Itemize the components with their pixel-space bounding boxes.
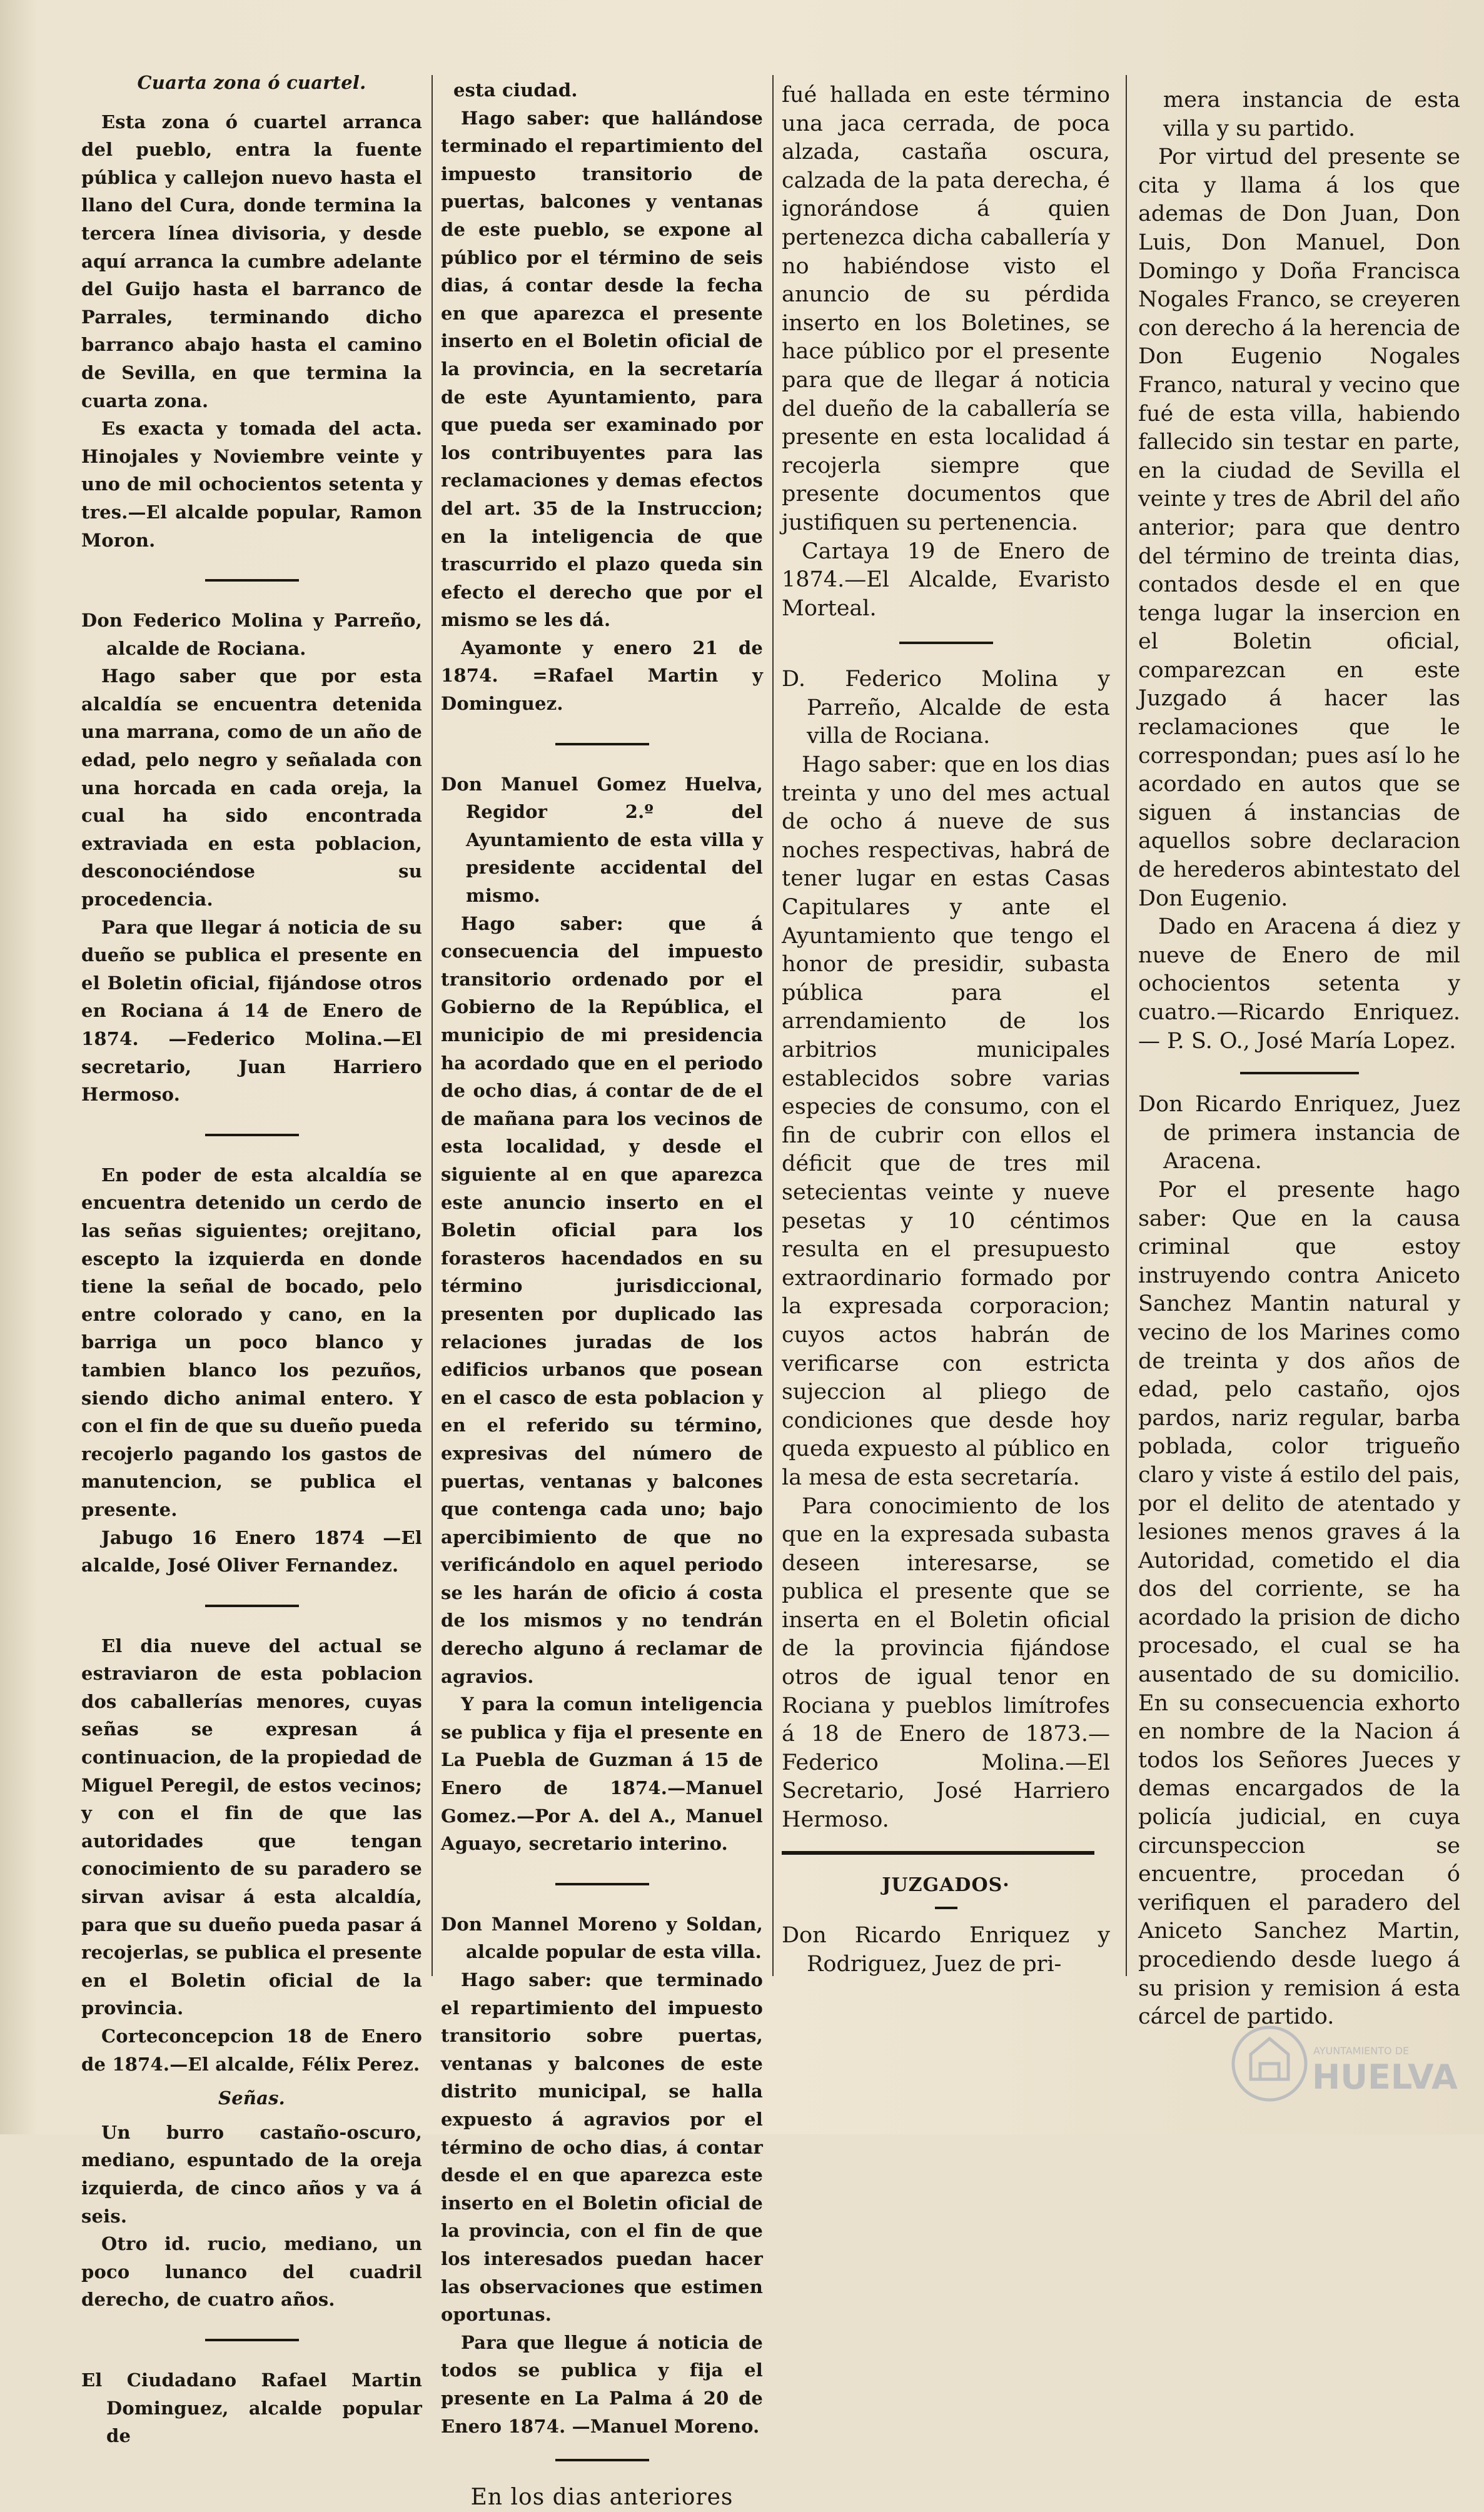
separator: [205, 1605, 299, 1607]
column-3: [782, 81, 1110, 1979]
watermark-text: HUELVA: [1312, 2057, 1458, 2097]
paragraph: Por el presente hago saber: Que en la causa criminal que estoy instruyendo contra Aniceto Sanchez Mantin natural y vecino de los Marines como de treinta y dos años de edad, pelo castaño, ojos pardos, nariz regular, barba poblada, color trigueño claro y viste á estilo del pais, por el delito de atentado y lesiones menos graves á la Autoridad, cometido el dia dos del corriente, se ha acordado la prision de dicho procesado, el cual se ha ausentado de su domicilio. En su consecuencia exhorto en nombre de la Nacion á todos los Señores Jueces y demas encargados de la policía judicial, en cuya circunspeccion se encuentre, procedan ó verifiquen el paradero del Aniceto Sanchez Martin, procediendo desde luego á su prision y remision á esta cárcel de partido.: [1138, 1177, 1460, 2030]
notice-heading: Don Manuel Gomez Huelva, Regidor 2.º del Ayuntamiento de esta villa y presidente accidental del mismo.: [441, 773, 763, 907]
paragraph: Corteconcepcion 18 de Enero de 1874.—El alcalde, Félix Perez.: [81, 2025, 422, 2075]
paragraph: Por virtud del presente se cita y llama á los que ademas de Don Juan, Don Luis, Don Manuel, Don Domingo y Doña Francisca Nogales Franco, se creyeren con derecho á la herencia de Don Eugenio Nogales Franco, natural y vecino que fué de esta villa, habiendo fallecido sin testar en parte, en la ciudad de Sevilla el veinte y tres de Abril del año anterior; para que dentro del término de treinta dias, contados desde el en que tenga lugar la insercion en el Boletin oficial, comparezcan en este Juzgado á hacer las reclamaciones que le correspondan; pues así lo he acordado en autos que se siguen á instancias de aquellos sobre declaracion de herederos abintestato del Don Eugenio.: [1138, 144, 1460, 911]
separator: [935, 1907, 957, 1909]
notice-heading: Don Ricardo Enriquez, Juez de primera instancia de Aracena.: [1138, 1092, 1460, 1174]
separator: [1240, 1072, 1359, 1074]
column-rule: [432, 75, 433, 1976]
notice-heading: El Ciudadano Rafael Martin Dominguez, alcalde popular de: [81, 2369, 422, 2447]
paragraph: Hago saber: que á consecuencia del impuesto transitorio ordenado por el Gobierno de la República, el municipio de mi presidencia ha acordado que en el periodo de ocho dias, á contar de de el de mañana para los vecinos de esta localidad, y desde el siguiente al en que aparezca este anuncio inserto en el Boletin oficial para los forasteros hacendados en su término jurisdiccional, presenten por duplicado las relaciones juradas de los edificios urbanos que posean en el casco de esta poblacion y en el referido su término, expresivas del número de puertas, ventanas y balcones que contenga cada uno; bajo apercibimiento de que no verificándolo en aquel periodo se les harán de oficio á costa de los mismos y no tendrán derecho alguno á reclamar de agravios.: [441, 912, 763, 1687]
paragraph: Dado en Aracena á diez y nueve de Enero de mil ochocientos setenta y cuatro.—Ricardo Enriquez.— P. S. O., José María Lopez.: [1138, 914, 1460, 1054]
column-1: [81, 69, 422, 2450]
notice-heading: Don Mannel Moreno y Soldan, alcalde popular de esta villa.: [441, 1913, 763, 1963]
paragraph: Esta zona ó cuartel arranca del pueblo, entra la fuente pública y callejon nuevo hasta el llano del Cura, donde termina la tercera línea divisoria, y desde aquí arranca la cumbre adelante del Guijo hasta el barranco de Parrales, terminando dicho barranco abajo hasta el camino de Sevilla, en que termina la cuarta zona.: [81, 111, 422, 411]
paragraph: Es exacta y tomada del acta. Hinojales y Noviembre veinte y uno de mil ochocientos setenta y tres.—El alcalde popular, Ramon Moron.: [81, 418, 422, 551]
paragraph: En los dias anteriores: [470, 2484, 734, 2511]
separator: [205, 579, 299, 582]
paragraph: Cartaya 19 de Enero de 1874.—El Alcalde, Evaristo Morteal.: [782, 538, 1110, 621]
paragraph: Ayamonte y enero 21 de 1874. =Rafael Martin y Dominguez.: [441, 637, 763, 715]
paragraph: Hago saber: que hallándose terminado el repartimiento del impuesto transitorio de puertas, balcones y ventanas de este pueblo, se expone al público por el término de seis dias, á contar desde la fecha en que aparezca el presente inserto en el Boletin oficial de la provincia, en la secretaría de este Ayuntamiento, para que pueda ser examinado por los contribuyentes para las reclamaciones y demas efectos del art. 35 de la Instruccion; en la inteligencia de que trascurrido el plazo queda sin efecto el derecho que por el mismo se les dá.: [441, 107, 763, 631]
separator: [899, 642, 993, 644]
separator: [555, 2459, 649, 2461]
paragraph: Hago saber: que terminado el repartimiento del impuesto transitorio sobre puertas, ventanas y balcones de este distrito municipal, se halla expuesto á agravios por el término de ocho dias, á contar desde el en que aparezca este inserto en el Boletin oficial de la provincia, con el fin de que los interesados puedan hacer las observaciones que estimen oportunas.: [441, 1969, 763, 2326]
paragraph: Y para la comun inteligencia se publica y fija el presente en La Puebla de Guzman á 15 de Enero de 1874.—Manuel Gomez.—Por A. del A., Manuel Aguayo, secretario interino.: [441, 1693, 763, 1855]
separator: [555, 743, 649, 745]
section-title: Señas.: [218, 2087, 285, 2109]
paragraph: Para conocimiento de los que en la expresada subasta deseen interesarse, se publica el presente que se inserta en el Boletin oficial de la provincia fijándose otros de igual tenor en Rociana y pueblos limítrofes á 18 de Enero de 1873.—Federico Molina.—El Secretario, José Harriero Hermoso.: [782, 1493, 1110, 1833]
section-title: Cuarta zona ó cuartel.: [137, 72, 366, 93]
section-rule: [782, 1851, 1094, 1855]
column-4: [1138, 86, 1460, 2032]
watermark-logo: [1226, 2010, 1458, 2117]
separator: [205, 1134, 299, 1136]
column-rule: [772, 75, 774, 1976]
paragraph: esta ciudad.: [453, 79, 578, 101]
paragraph: Para que llegar á noticia de su dueño se publica el presente en el Boletin oficial, fijándose otros en Rociana á 14 de Enero de 1874. —Federico Molina.—El secretario, Juan Harriero Hermoso.: [81, 916, 422, 1106]
paragraph: fué hallada en este término una jaca cerrada, de poca alzada, castaña oscura, calzada de la pata derecha, é ignorándose á quien pertenezca dicha caballería y no habiéndose visto el anuncio de su pérdida inserto en los Boletines, se hace público por el presente para que de llegar á noticia del dueño de la caballería se presente en esta localidad á recojerla siempre que presente documentos que justifiquen su pertenencia.: [782, 83, 1110, 535]
column-rule: [1126, 75, 1127, 1976]
paragraph: Un burro castaño-oscuro, mediano, espuntado de la oreja izquierda, de cinco años y va á seis.: [81, 2121, 422, 2227]
paragraph: Hago saber: que en los dias treinta y uno del mes actual de ocho á nueve de sus noches respectivas, habrá de tener lugar en estas Casas Capitulares y ante el Ayuntamiento que tengo el honor de presidir, subasta pública para el arrendamiento de los arbitrios municipales establecidos sobre varias especies de consumo, con el fin de cubrir con ellos el déficit que de tres mil setecientas veinte y nueve pesetas y 10 céntimos resulta en el presupuesto extraordinario formado por la expresada corporacion; cuyos actos habrán de verificarse con estricta sujeccion al pliego de condiciones que desde hoy queda expuesto al público en la mesa de esta secretaría.: [782, 752, 1110, 1490]
paragraph: Otro id. rucio, mediano, un poco lunanco del cuadril derecho, de cuatro años.: [81, 2233, 422, 2311]
column-2: [441, 76, 763, 2512]
notice-heading: Don Ricardo Enriquez y Rodriguez, Juez de pri-: [782, 1923, 1110, 1977]
paragraph: El dia nueve del actual se estraviaron de esta poblacion dos caballerías menores, cuyas señas se expresan á continuacion, de la propiedad de Miguel Peregil, de estos vecinos; y con el fin de que las autoridades que tengan conocimiento de su paradero se sirvan avisar á esta alcaldía, para que su dueño pueda pasar á recojerlas, se publica el presente en el Boletin oficial de la provincia.: [81, 1635, 422, 2019]
section-heading: JUZGADOS·: [882, 1874, 1010, 1896]
paragraph: mera instancia de esta villa y su partido.: [1163, 88, 1460, 141]
paragraph: Para que llegue á noticia de todos se publica y fija el presente en La Palma á 20 de Enero 1874. —Manuel Moreno.: [441, 2331, 763, 2437]
notice-heading: D. Federico Molina y Parreño, Alcalde de esta villa de Rociana.: [782, 667, 1110, 749]
paragraph: Hago saber que por esta alcaldía se encuentra detenida una marrana, como de un año de edad, pelo negro y señalada con una horcada en cada oreja, la cual ha sido encontrada extraviada en esta poblacion, desconociéndose su procedencia.: [81, 665, 422, 910]
separator: [555, 1883, 649, 1885]
paragraph: Jabugo 16 Enero 1874 —El alcalde, José Oliver Fernandez.: [81, 1526, 422, 1576]
paragraph: En poder de esta alcaldía se encuentra detenido un cerdo de las señas siguientes; orejitano, escepto la izquierda en donde tiene la señal de bocado, pelo entre colorado y cano, en la barriga un poco blanco y tambien blanco los pezuños, siendo dicho animal entero. Y con el fin de que su dueño pueda recojerlo pagando los gastos de manutencion, se publica el presente.: [81, 1164, 422, 1520]
watermark-subtitle: AYUNTAMIENTO DE: [1313, 2045, 1410, 2057]
notice-heading: Don Federico Molina y Parreño, alcalde de Rociana.: [81, 610, 422, 659]
separator: [205, 2339, 299, 2341]
